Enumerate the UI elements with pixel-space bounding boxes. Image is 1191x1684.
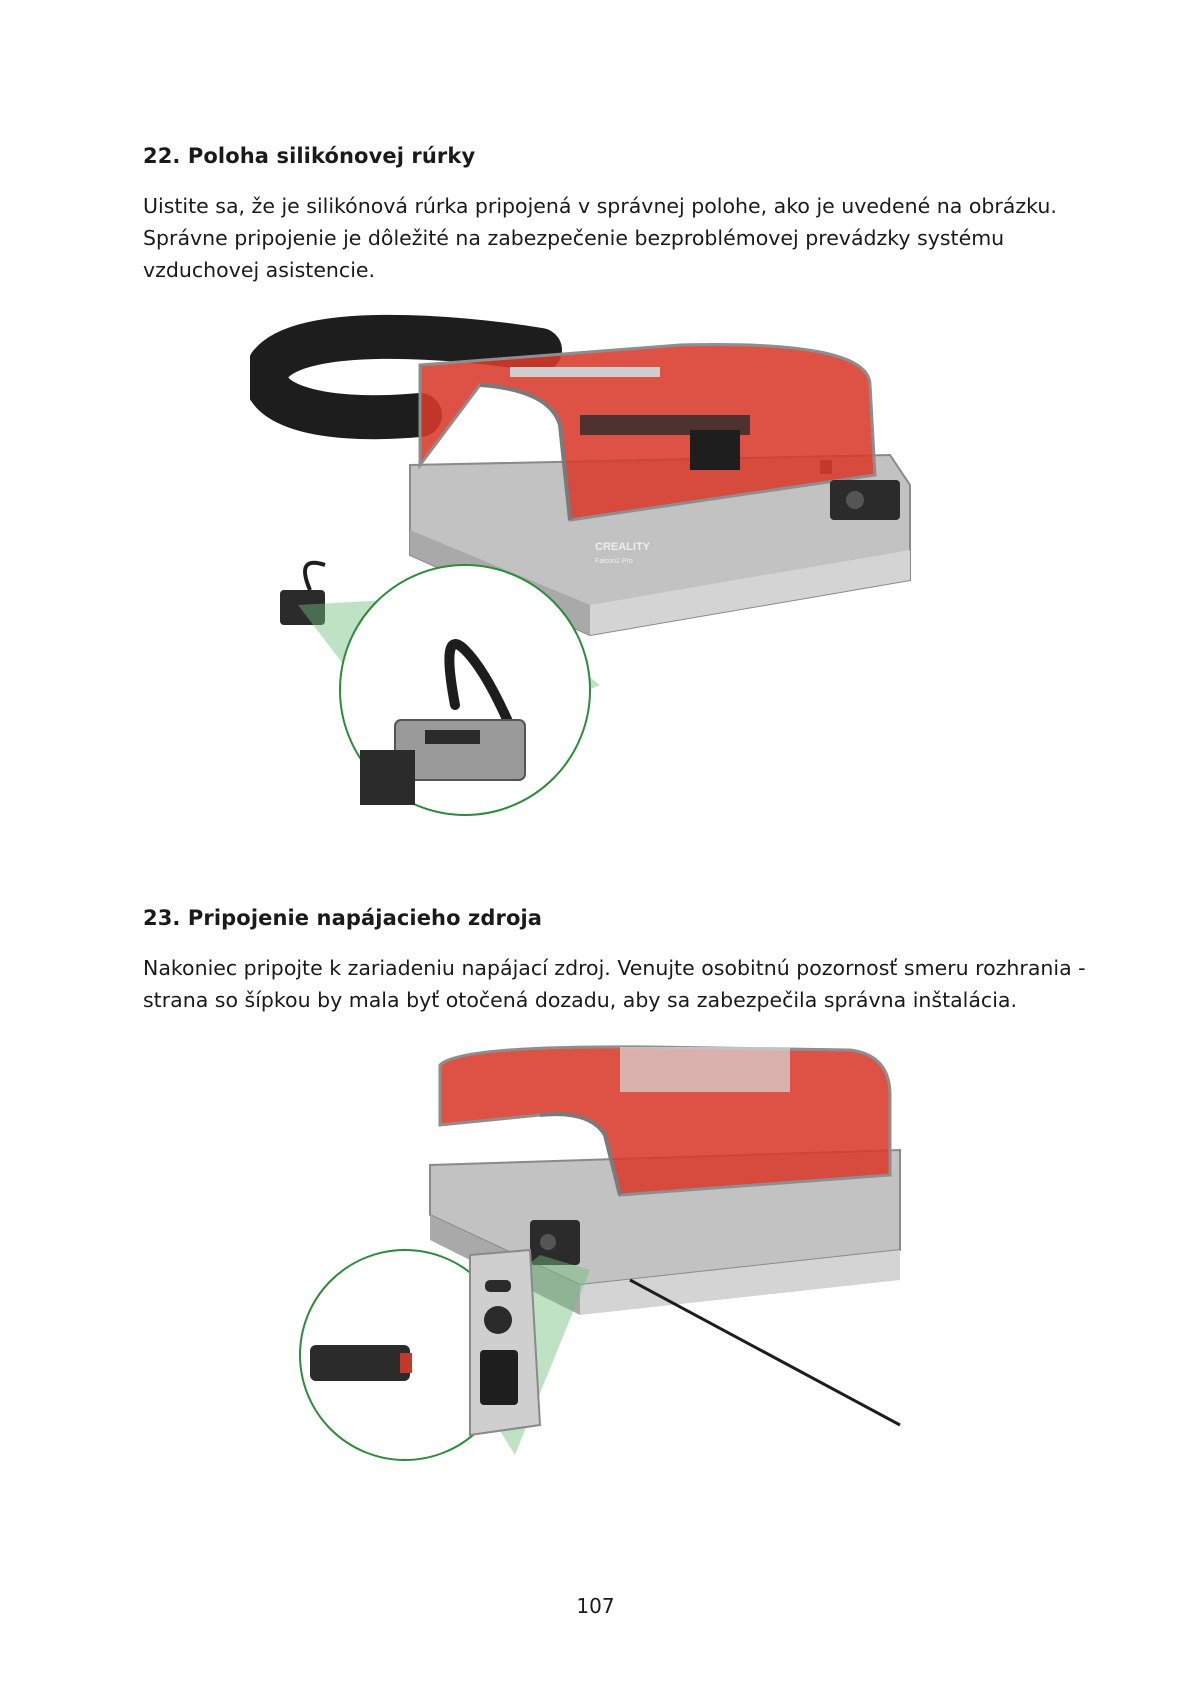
silicone-tube-figure xyxy=(250,305,940,885)
section-23-line-2: strana so šípkou by mala byť otočená dozadu, aby sa zabezpečila správna inštalácia. xyxy=(143,988,1017,1012)
control-panel xyxy=(830,480,900,520)
usb-port-icon xyxy=(485,1280,511,1292)
power-supply-figure xyxy=(290,1035,910,1495)
power-switch-icon xyxy=(480,1350,518,1405)
brand-label: CREALITY xyxy=(595,541,650,553)
side-port-panel xyxy=(470,1250,540,1435)
power-plug xyxy=(310,1345,410,1381)
power-cable xyxy=(630,1280,900,1425)
section-23-line-1: Nakoniec pripojte k zariadeniu napájací zdroj. Venujte osobitnú pozornosť smeru rozhrania - xyxy=(143,956,1086,980)
top-panel xyxy=(620,1047,790,1092)
emergency-stop-icon xyxy=(820,460,832,474)
section-22-line-1: Uistite sa, že je silikónová rúrka pripojená v správnej polohe, ako je uvedené na obrázku. xyxy=(143,194,1057,218)
top-handle xyxy=(510,367,660,377)
laser-module xyxy=(690,430,740,470)
model-label: Falcon2 Pro xyxy=(595,558,633,565)
module-top-slot xyxy=(425,730,480,744)
section-22-heading: 22. Poloha silikónovej rúrky xyxy=(143,144,476,168)
section-22-text xyxy=(143,190,1083,286)
power-supply-illustration xyxy=(290,1035,910,1495)
dpad-icon xyxy=(540,1234,556,1250)
silicone-tube-small xyxy=(305,563,325,590)
silicone-tube-illustration xyxy=(250,305,940,885)
section-22-line-2: Správne pripojenie je dôležité na zabezpečenie bezproblémovej prevádzky systému xyxy=(143,226,1005,250)
page-number: 107 xyxy=(576,1594,615,1618)
section-22-line-3: vzduchovej asistencie. xyxy=(143,258,376,282)
power-socket-icon xyxy=(484,1306,512,1334)
plug-tip xyxy=(400,1353,412,1373)
dpad-icon xyxy=(846,491,864,509)
section-23-text xyxy=(143,952,1086,1016)
module-mount xyxy=(360,750,415,805)
section-23-heading: 23. Pripojenie napájacieho zdroja xyxy=(143,906,543,930)
